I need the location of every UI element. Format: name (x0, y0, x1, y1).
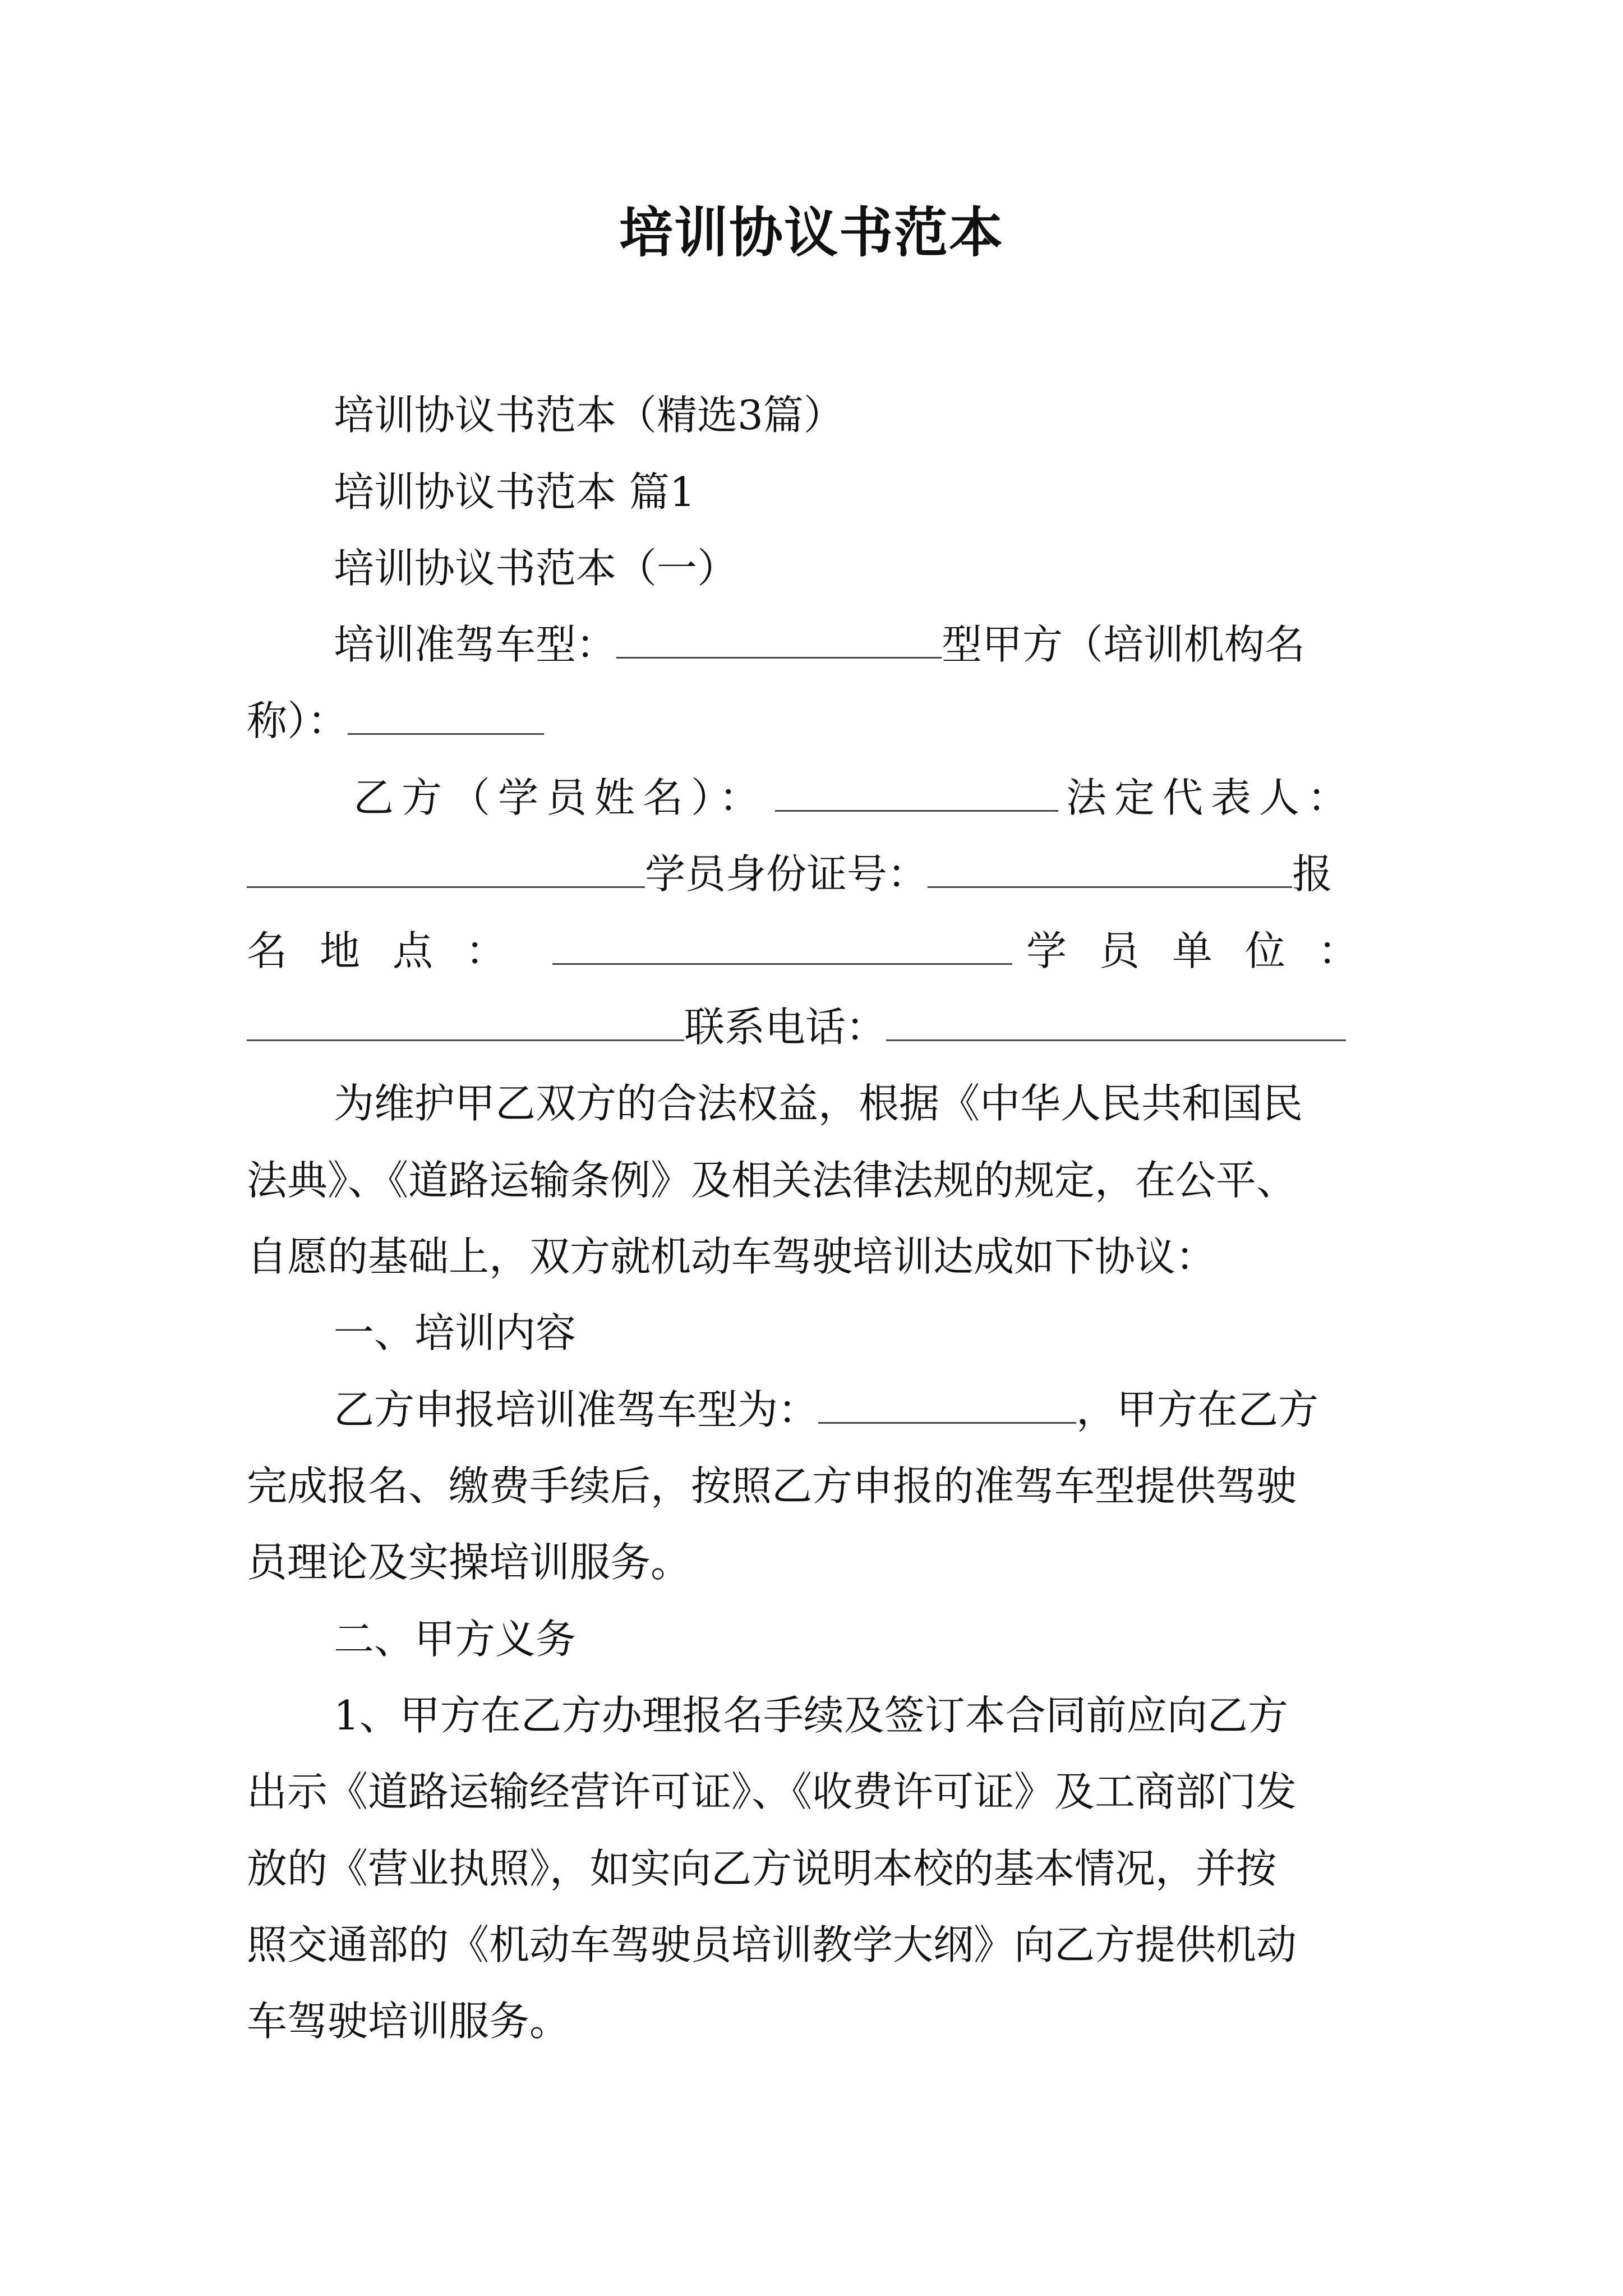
section-heading-one: 培训协议书范本（一） (334, 545, 738, 592)
paragraph-line: 出示《道路运输经营许可证》、《收费许可证》及工商部门发 (247, 1768, 1297, 1815)
blank-phone[interactable] (886, 1005, 1346, 1041)
paragraph-line: 放的《营业执照》，如实向乙方说明本校的基本情况，并按 (247, 1845, 1277, 1892)
field-label-legal-representative: 法定代表人： (1066, 774, 1356, 821)
field-label-phone: 联系电话： (684, 1004, 887, 1051)
paragraph-line: 自愿的基础上，双方就机动车驾驶培训达成如下协议： (247, 1233, 1216, 1280)
field-line-phone (247, 1002, 1391, 1052)
field-line-signup-location (247, 926, 1391, 976)
paragraph-text: ，甲方在乙方 (1076, 1386, 1319, 1433)
section-heading-party-a-obligations: 二、甲方义务 (334, 1616, 577, 1663)
paragraph-line: 车驾驶培训服务。 (247, 1998, 570, 2045)
blank-student-unit[interactable] (247, 1005, 684, 1041)
blank-legal-representative[interactable] (247, 852, 645, 888)
paragraph-line: 员理论及实操培训服务。 (247, 1539, 691, 1586)
blank-signup-location[interactable] (552, 928, 1012, 965)
paragraph-line: 照交通部的《机动车驾驶员培训教学大纲》向乙方提供机动 (247, 1921, 1297, 1968)
paragraph-text: 乙方申报培训准驾车型为： (334, 1386, 819, 1433)
field-line-party-b (353, 772, 1391, 823)
blank-declared-vehicle-type[interactable] (818, 1387, 1076, 1424)
document-title: 培训协议书范本 (619, 201, 1004, 264)
section-heading-part1: 培训协议书范本 篇1 (334, 468, 695, 516)
field-line-party-a-name (247, 696, 1391, 746)
blank-party-b-name[interactable] (775, 775, 1058, 812)
paragraph-line: 完成报名、缴费手续后，按照乙方申报的准驾车型提供驾驶 (247, 1462, 1297, 1510)
field-label-vehicle-type: 培训准驾车型： (334, 621, 617, 668)
field-label-signup-location: 名地点： (247, 927, 539, 974)
field-line-id-number (247, 849, 1391, 899)
field-label-student-unit: 学员单位： (1026, 927, 1391, 974)
paragraph-line: 1、甲方在乙方办理报名手续及签订本合同前应向乙方 (334, 1692, 1288, 1739)
paragraph-line: 为维护甲乙双方的合法权益，根据《中华人民共和国民 (334, 1080, 1303, 1127)
field-line-vehicle-type (334, 619, 1399, 670)
field-line-declared-vehicle-type (334, 1384, 1399, 1435)
field-label-id-number: 学员身份证号： (645, 850, 928, 898)
subtitle-selection: 培训协议书范本（精选3篇） (334, 392, 844, 439)
field-label-party-b-name: 乙方（学员姓名）： (353, 774, 768, 821)
section-heading-training-content: 一、培训内容 (334, 1309, 577, 1356)
field-label-signup-start: 报 (1292, 850, 1333, 898)
field-label-party-a-name: 称）： (247, 697, 348, 744)
paragraph-line: 法典》、《道路运输条例》及相关法律法规的规定，在公平、 (247, 1157, 1297, 1204)
blank-id-number[interactable] (928, 852, 1292, 888)
blank-party-a-name[interactable] (348, 698, 544, 735)
blank-vehicle-type[interactable] (616, 622, 942, 659)
field-label-party-a: 型甲方（培训机构名 (942, 621, 1306, 668)
